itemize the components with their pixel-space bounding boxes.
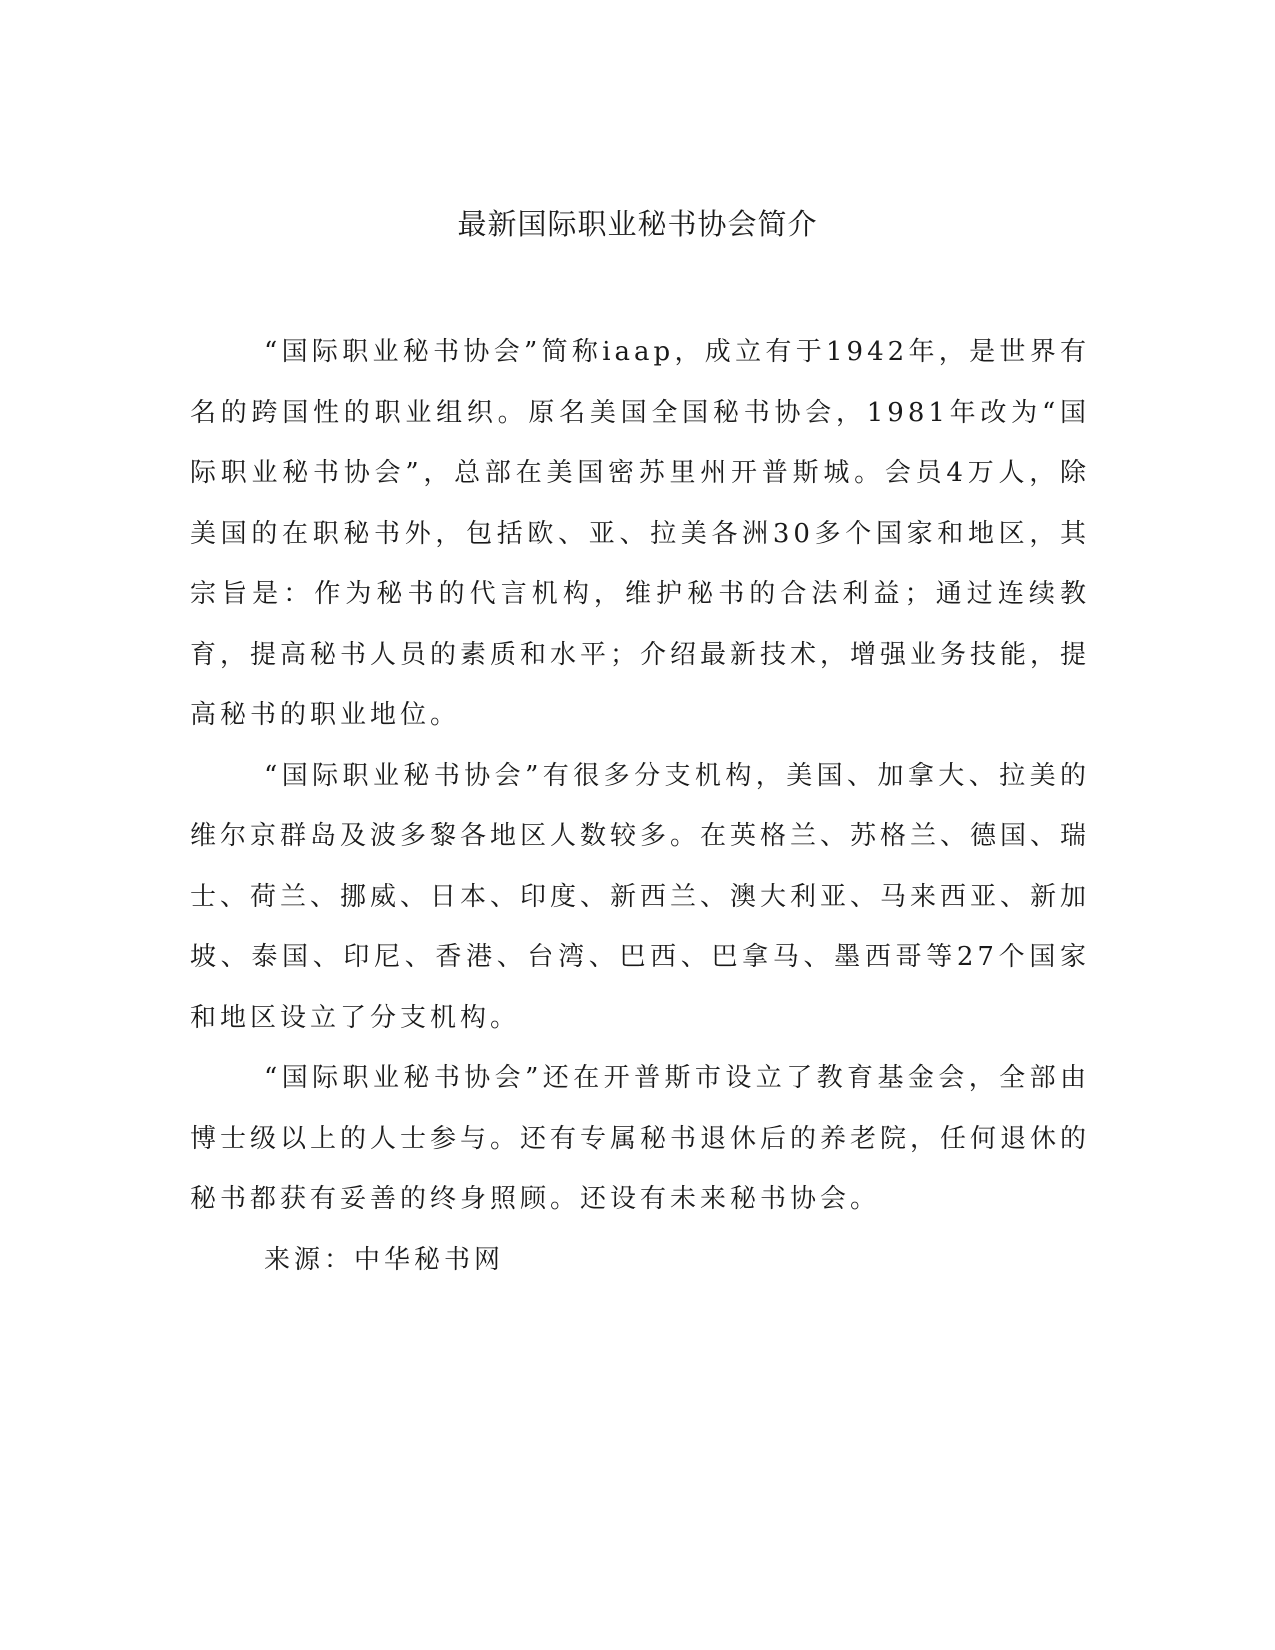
document-body: [190, 322, 1090, 1290]
paragraph-intro: “国际职业秘书协会”简称iaap，成立有于1942年，是世界有名的跨国性的职业组织。原名美国全国秘书协会，1981年改为“国际职业秘书协会”，总部在美国密苏里州开普斯城。会员4万人，除美国的在职秘书外，包括欧、亚、拉美各洲30多个国家和地区，其宗旨是：作为秘书的代言机构，维护秘书的合法利益；通过连续教育，提高秘书人员的素质和水平；介绍最新技术，增强业务技能，提高秘书的职业地位。: [190, 337, 1091, 730]
source-line: 来源：中华秘书网: [264, 1244, 505, 1275]
paragraph-branches: “国际职业秘书协会”有很多分支机构，美国、加拿大、拉美的维尔京群岛及波多黎各地区人数较多。在英格兰、苏格兰、德国、瑞士、荷兰、挪威、日本、印度、新西兰、澳大利亚、马来西亚、新加坡、泰国、印尼、香港、台湾、巴西、巴拿马、墨西哥等27个国家和地区设立了分支机构。: [190, 760, 1091, 1033]
document-title: 最新国际职业秘书协会简介: [457, 207, 818, 241]
paragraph-foundation: “国际职业秘书协会”还在开普斯市设立了教育基金会，全部由博士级以上的人士参与。还有专属秘书退休后的养老院，任何退休的秘书都获有妥善的终身照顾。还设有未来秘书协会。: [190, 1063, 1091, 1214]
